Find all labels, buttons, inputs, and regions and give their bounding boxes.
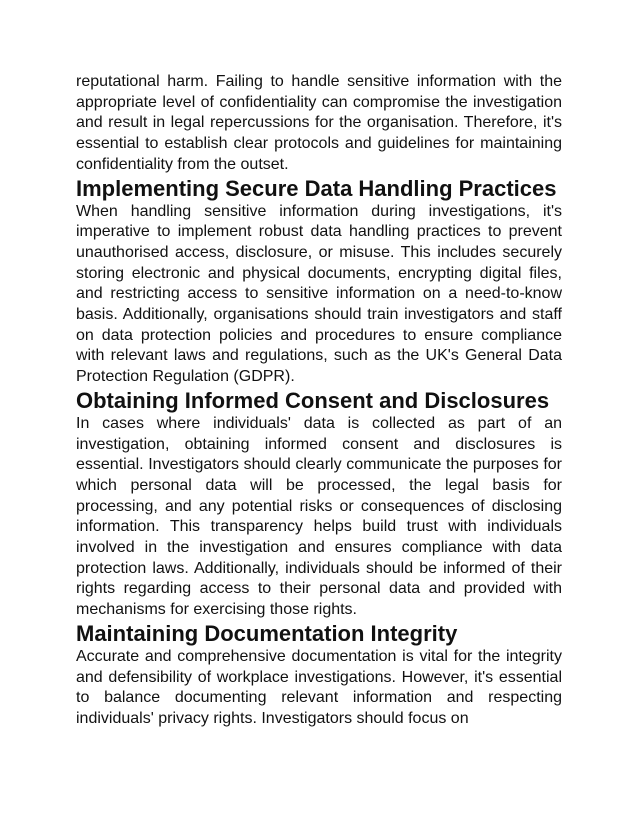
section-heading-documentation-integrity: Maintaining Documentation Integrity xyxy=(76,620,458,646)
section-body-informed-consent: In cases where individuals' data is collected as part of an investigation, obtaining informed consent and disclosures is essential. Investigators should clearly communicate the purposes for which personal data will be processed, the legal basis for processing, and any potential risks or consequences of disclosing information. This transparency helps build trust with individuals involved in the investigation and ensures compliance with data protection laws. Additionally, individuals should be informed of their rights regarding access to their personal data and provided with mechanisms for exercising those rights. xyxy=(76,414,562,619)
intro-paragraph: reputational harm. Failing to handle sensitive information with the appropriate level of confidentiality can compromise the investigation and result in legal repercussions for the organisation. Therefore, it's essential to establish clear protocols and guidelines for maintaining confidentiality from the outset. xyxy=(76,73,562,173)
document-page xyxy=(76,72,562,730)
section-heading-informed-consent: Obtaining Informed Consent and Disclosures xyxy=(76,387,550,413)
section-body-secure-data-handling: When handling sensitive information during investigations, it's imperative to implement robust data handling practices to prevent unauthorised access, disclosure, or misuse. This includes securely storing electronic and physical documents, encrypting digital files, and restricting access to sensitive information on a need-to-know basis. Additionally, organisations should train investigators and staff on data protection policies and procedures to ensure compliance with relevant laws and regulations, such as the UK's General Data Protection Regulation (GDPR). xyxy=(76,202,562,386)
section-heading-secure-data-handling: Implementing Secure Data Handling Practices xyxy=(76,175,557,201)
section-body-documentation-integrity: Accurate and comprehensive documentation is vital for the integrity and defensibility of workplace investigations. However, it's essential to balance documenting relevant information and respecting individuals' privacy rights. Investigators should focus on xyxy=(76,647,562,727)
